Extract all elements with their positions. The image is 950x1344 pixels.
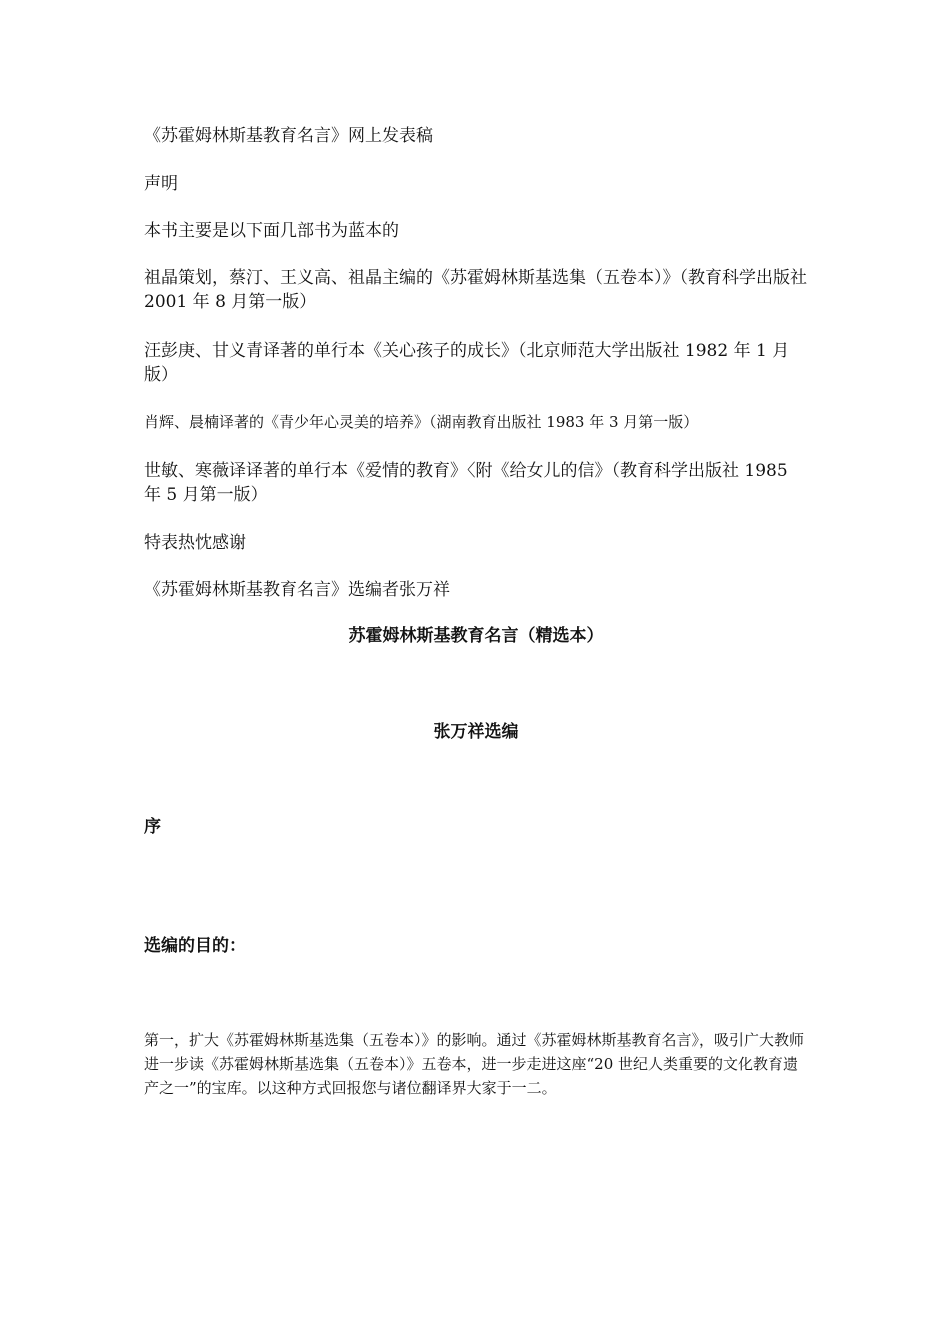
intro-line: 本书主要是以下面几部书为蓝本的 [144, 221, 399, 241]
preface-heading: 序 [144, 817, 161, 837]
thanks-line: 特表热忱感谢 [144, 533, 246, 553]
statement-heading: 声明 [144, 174, 178, 194]
source-2: 汪彭庚、甘义青译著的单行本《关心孩子的成长》（北京师范大学出版社 1982 年 1 月版） [144, 341, 790, 385]
editor-line: 张万祥选编 [433, 722, 519, 742]
source-1: 祖晶策划，蔡汀、王义高、祖晶主编的《苏霍姆林斯基选集（五卷本）》（教育科学出版社 2001 年 8 月第一版） [144, 268, 807, 312]
purpose-heading: 选编的目的： [144, 936, 246, 956]
source-4: 世敏、寒薇译译著的单行本《爱情的教育》〈附《给女儿的信》（教育科学出版社 1985 年 5 月第一版） [144, 461, 788, 505]
compiler-note: 《苏霍姆林斯基教育名言》选编者张万祥 [144, 580, 450, 600]
header-title: 《苏霍姆林斯基教育名言》网上发表稿 [144, 126, 433, 146]
purpose-paragraph: 第一，扩大《苏霍姆林斯基选集（五卷本）》的影响。通过《苏霍姆林斯基教育名言》，吸引广大教师进一步读《苏霍姆林斯基选集（五卷本）》五卷本，进一步走进这座“20 世纪人类重要的文化教育遗产之一”的宝库。以这种方式回报您与诸位翻译界大家于一二。 [144, 1031, 805, 1097]
source-3: 肖辉、晨楠译著的《青少年心灵美的培养》（湖南教育出版社 1983 年 3 月第一版） [144, 413, 699, 431]
main-title: 苏霍姆林斯基教育名言（精选本） [348, 626, 604, 646]
